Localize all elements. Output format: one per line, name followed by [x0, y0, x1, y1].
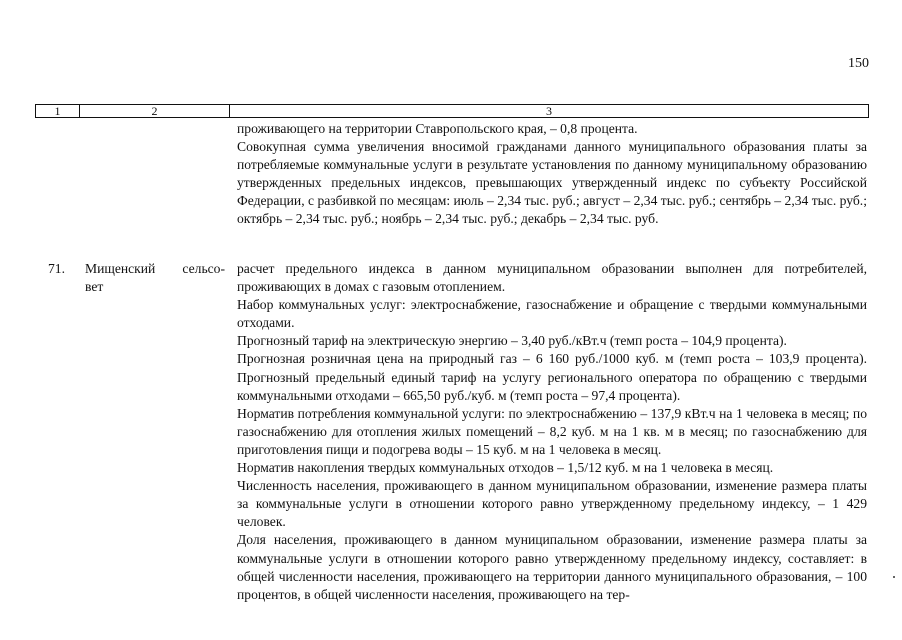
- entry-paragraph: Набор коммунальных услуг: электроснабжение, газоснабжение и обращение с твердыми коммунальными отходами.: [237, 297, 867, 331]
- entry-paragraph: расчет предельного индекса в данном муниципальном образовании выполнен для потребителей, проживающих в домах с газовым отоплением.: [237, 261, 867, 295]
- scan-speck: [893, 576, 895, 578]
- entry-paragraph: Норматив потребления коммунальной услуги: по электроснабжению – 137,9 кВт.ч на 1 человека в месяц; по газоснабжению для отопления жилых помещений – 8,2 куб. м на 1 кв. м в месяц; по газоснабжению для приготовления пищи и подогрева воды – 15 куб. м на 1 человека в месяц.: [237, 405, 867, 457]
- entry-name-part-3: вет: [85, 279, 104, 295]
- entry-paragraph: Численность населения, проживающего в данном муниципальном образовании, изменение размера платы за коммунальные услуги в отношении которого равно утвержденному предельному индексу, – 1 429 человек.: [237, 478, 867, 530]
- entry-paragraph: Прогнозный тариф на электрическую энергию – 3,40 руб./кВт.ч (темп роста – 104,9 процента).: [237, 333, 787, 349]
- entry-number: 71.: [48, 261, 65, 276]
- column-3-header: 3: [546, 104, 552, 118]
- entry-name-part-1: Мищенский: [85, 261, 156, 276]
- column-1-header: 1: [36, 105, 80, 117]
- entry-name-part-2: сельсо-: [182, 261, 225, 276]
- continuation-paragraph-1: проживающего на территории Ставропольского края, – 0,8 процента.: [237, 121, 638, 136]
- entry-name: [85, 260, 225, 296]
- table-column-header: [35, 104, 869, 118]
- column-2-header: 2: [80, 105, 230, 117]
- continuation-paragraph-2: Совокупная сумма увеличения вносимой гражданами данного муниципального образования платы за потребляемые коммунальные услуги в результате установления по данному муниципальному образованию утвержденных предельных индексов, превышающих утвержденный индекс по субъекту Российской Федерации, с разбивкой по месяцам: июль – 2,34 тыс. руб.; август – 2,34 тыс. руб.; сентябрь – 2,34 тыс. руб.; октябрь – 2,34 тыс. руб.; ноябрь – 2,34 тыс. руб.; декабрь – 2,34 тыс. руб.: [237, 139, 867, 227]
- page-number: 150: [848, 56, 869, 71]
- entry-paragraph: Доля населения, проживающего в данном муниципальном образовании, изменение размера платы за коммунальные услуги в отношении которого равно утвержденному предельному индексу, составляет: в общей численности населения, проживающего на территории данного муниципального образования, – 100 процентов, в общей численности населения, проживающего на тер-: [237, 532, 867, 602]
- continuation-text: [237, 120, 867, 229]
- entry-paragraph: Норматив накопления твердых коммунальных отходов – 1,5/12 куб. м на 1 человека в месяц.: [237, 460, 774, 476]
- entry-paragraph: Прогнозная розничная цена на природный газ – 6 160 руб./1000 куб. м (темп роста – 103,9 процента). Прогнозный предельный единый тариф на услугу регионального оператора по обращению с твердыми коммунальными отходами – 665,50 руб./куб. м (темп роста – 97,4 процента).: [237, 351, 867, 403]
- entry-description: [237, 260, 867, 604]
